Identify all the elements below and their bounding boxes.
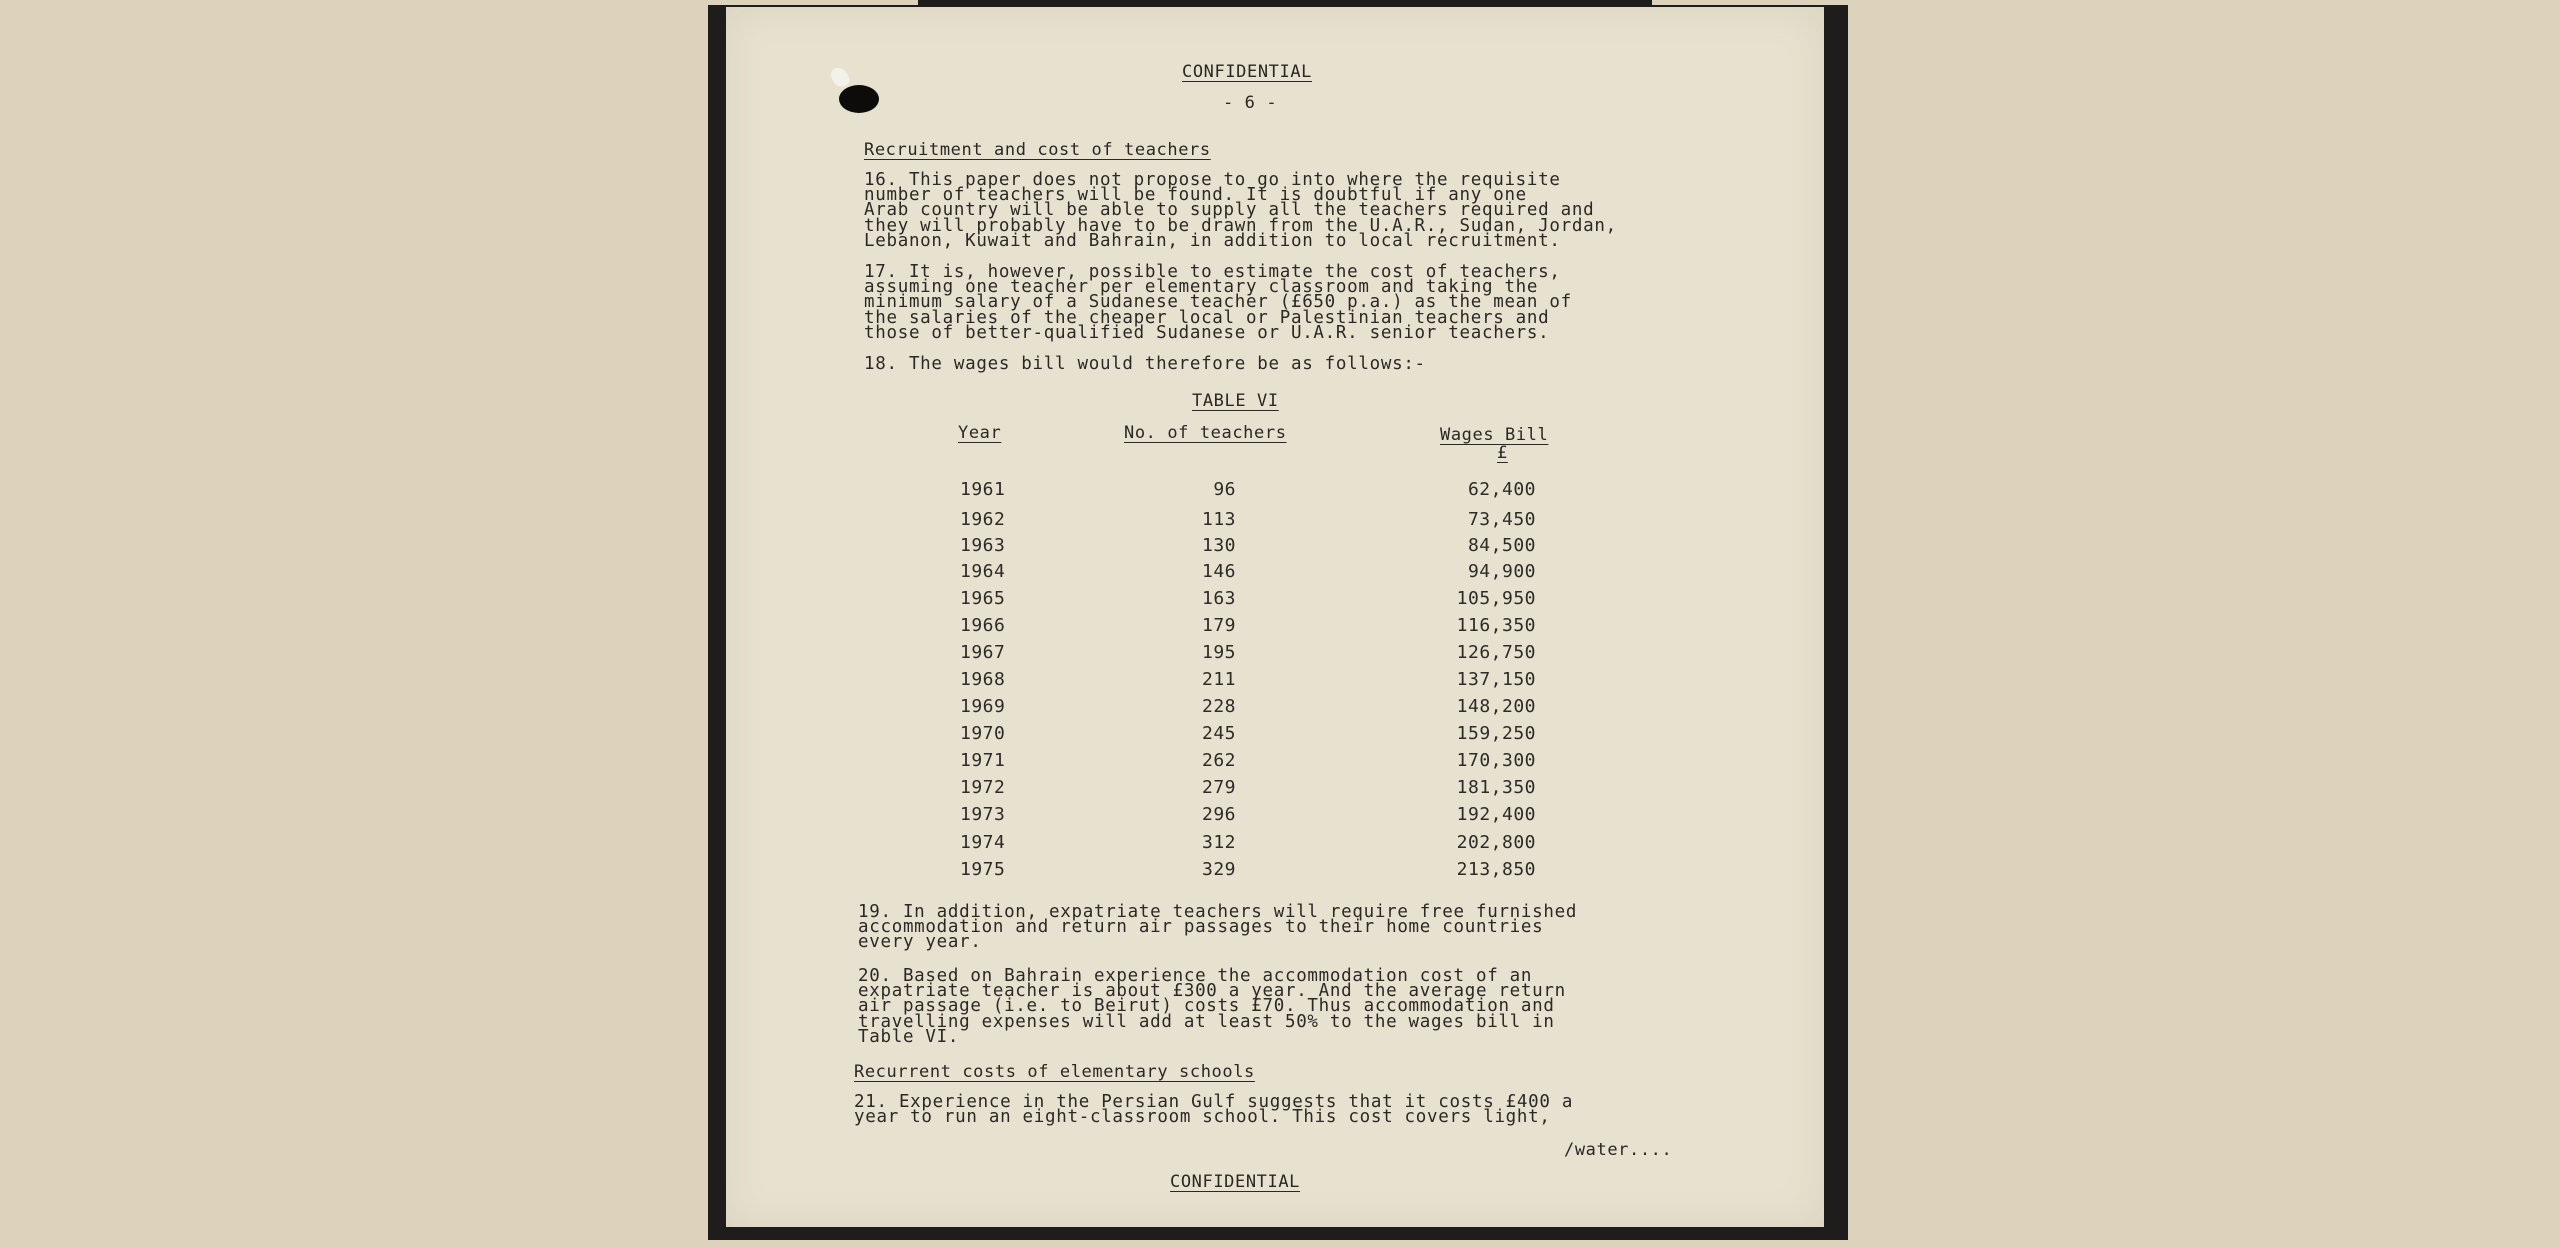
table-cell-year: 1963 [960,535,1006,556]
table-cell-wages: 170,300 [1456,750,1536,771]
table-cell-teachers: 179 [1201,615,1236,636]
continuation-marker: /water.... [1564,1140,1673,1160]
table-cell-teachers: 262 [1201,750,1236,771]
table-cell-year: 1974 [960,832,1006,853]
table-header-year: Year [958,423,1002,443]
confidential-header: CONFIDENTIAL [1182,62,1313,82]
paragraph-17 [864,262,1572,343]
paragraph-17-line: those of better-qualified Sudanese or U.A.R. senior teachers. [864,322,1550,343]
paragraph-16 [864,170,1617,251]
paragraph-19-line: accommodation and return air passages to their home countries [858,917,1544,938]
paragraph-17-line: minimum salary of a Sudanese teacher (£650 p.a.) as the mean of [864,292,1572,313]
table-cell-teachers: 163 [1201,588,1236,609]
punch-tab-mark [829,65,852,90]
paragraph-20-line: Table VI. [858,1026,960,1047]
table-cell-year: 1966 [960,615,1006,636]
paragraph-19-line: 19. In addition, expatriate teachers will require free furnished [858,902,1578,922]
paragraph-20-line: expatriate teacher is about £300 a year. And the average return [858,981,1566,1002]
table-cell-year: 1967 [960,642,1006,663]
table-cell-teachers: 228 [1201,696,1236,717]
table-title: TABLE VI [1192,391,1279,411]
paragraph-16-line: they will probably have to be drawn from the U.A.R., Sudan, Jordan, [864,215,1617,236]
table-cell-teachers: 146 [1201,561,1236,582]
table-cell-year: 1971 [960,750,1006,771]
table-cell-teachers: 96 [1213,479,1236,500]
table-cell-wages: 105,950 [1456,588,1536,609]
table-cell-teachers: 113 [1201,509,1236,530]
paragraph-20-line: air passage (i.e. to Beirut) costs £70. Thus accommodation and [858,996,1555,1017]
table-cell-wages: 159,250 [1456,723,1536,744]
paragraph-20 [858,966,1566,1047]
table-cell-wages: 181,350 [1456,777,1536,798]
table-cell-wages: 73,450 [1467,509,1536,530]
table-header-teachers: No. of teachers [1124,423,1287,443]
table-header-wages-unit: £ [1497,443,1508,463]
paragraph-20-line: 20. Based on Bahrain experience the accommodation cost of an [858,966,1533,986]
paragraph-17-line: 17. It is, however, possible to estimate the cost of teachers, [864,262,1561,282]
table-cell-wages: 126,750 [1456,642,1536,663]
paragraph-21-line: year to run an eight-classroom school. This cost covers light, [854,1107,1551,1128]
paragraph-16-line: Lebanon, Kuwait and Bahrain, in addition to local recruitment. [864,230,1561,251]
table-cell-teachers: 312 [1201,832,1236,853]
table-cell-wages: 213,850 [1456,859,1536,880]
table-cell-teachers: 296 [1201,804,1236,825]
paragraph-19 [858,902,1578,953]
table-cell-year: 1962 [960,509,1006,530]
paragraph-19-line: every year. [858,932,982,953]
paragraph-21 [854,1092,1574,1128]
table-cell-year: 1969 [960,696,1006,717]
table-cell-wages: 148,200 [1456,696,1536,717]
table-cell-year: 1961 [960,479,1006,500]
table-cell-wages: 202,800 [1456,832,1536,853]
paragraph-16-line: number of teachers will be found. It is doubtful if any one [864,185,1527,206]
page-number: - 6 - [1223,93,1278,113]
table-cell-teachers: 279 [1201,777,1236,798]
section-heading-recruitment: Recruitment and cost of teachers [864,140,1211,160]
table-cell-wages: 62,400 [1467,479,1536,500]
table-cell-year: 1970 [960,723,1006,744]
table-cell-wages: 137,150 [1456,669,1536,690]
table-cell-year: 1964 [960,561,1006,582]
table-cell-wages: 192,400 [1456,804,1536,825]
table-cell-teachers: 130 [1201,535,1236,556]
table-cell-year: 1973 [960,804,1006,825]
table-cell-wages: 94,900 [1467,561,1536,582]
table-cell-year: 1965 [960,588,1006,609]
paragraph-20-line: travelling expenses will add at least 50% to the wages bill in [858,1011,1555,1032]
table-cell-year: 1972 [960,777,1006,798]
table-cell-year: 1968 [960,669,1006,690]
paragraph-21-line: 21. Experience in the Persian Gulf suggests that it costs £400 a [854,1092,1574,1112]
table-header-wages: Wages Bill [1440,425,1549,445]
paragraph-17-line: the salaries of the cheaper local or Palestinian teachers and [864,307,1550,328]
table-cell-teachers: 195 [1201,642,1236,663]
paragraph-18: 18. The wages bill would therefore be as follows:- [864,354,1426,374]
punch-hole-mark [839,85,879,113]
table-cell-teachers: 211 [1201,669,1236,690]
table-cell-wages: 116,350 [1456,615,1536,636]
paragraph-16-line: Arab country will be able to supply all the teachers required and [864,200,1595,221]
table-cell-teachers: 245 [1201,723,1236,744]
document-page [726,7,1824,1227]
table-cell-wages: 84,500 [1467,535,1536,556]
section-heading-recurrent: Recurrent costs of elementary schools [854,1062,1255,1082]
confidential-footer: CONFIDENTIAL [1170,1172,1301,1192]
paragraph-17-line: assuming one teacher per elementary classroom and taking the [864,277,1539,298]
table-cell-teachers: 329 [1201,859,1236,880]
paragraph-16-line: 16. This paper does not propose to go into where the requisite [864,170,1561,190]
table-cell-year: 1975 [960,859,1006,880]
